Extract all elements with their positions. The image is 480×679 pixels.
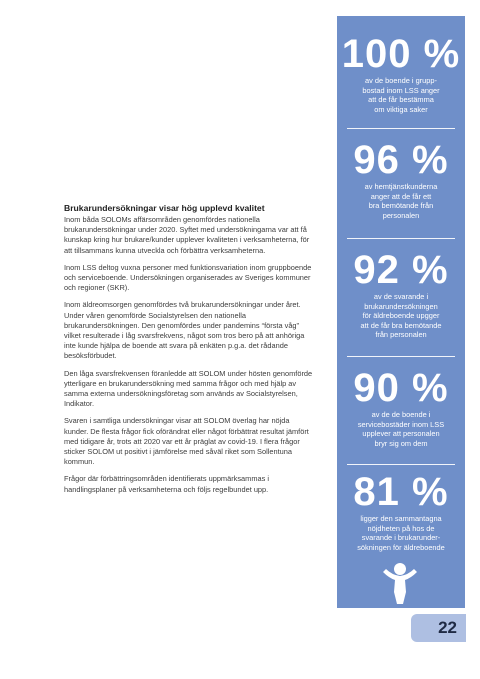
stat-description-line: servicebostäder inom LSS [357, 419, 445, 429]
stat-description-line: brukarundersökningen [364, 301, 438, 311]
stat-description-line: av de de boende i [371, 410, 431, 419]
stat-description [337, 292, 465, 340]
stat-description-line: bryr sig om dem [374, 438, 428, 448]
stat-description-line: sökningen för äldreboende [357, 542, 445, 552]
stat-description [337, 76, 465, 114]
stat-description-line: anger att de får ett [370, 191, 432, 201]
stats-sidebar [337, 16, 465, 608]
stat-description-line: av de boende i grupp- [365, 76, 437, 85]
stat-value: 96 % [353, 138, 449, 182]
stat-description-line: bra bemötande från [368, 201, 434, 211]
stat-block [337, 368, 465, 448]
stat-description-line: ligger den sammantagna [360, 514, 442, 523]
stat-block [337, 140, 465, 220]
article-heading: Brukarundersökningar visar hög upplevd kvalitet [64, 203, 265, 213]
stat-description-line: från personalen [375, 330, 427, 340]
stat-value: 92 % [353, 248, 449, 292]
stat-description-line: personalen [382, 210, 420, 220]
stat-description [337, 410, 465, 448]
stat-description-line: att de får bra bemötande [360, 320, 442, 330]
stat-value: 90 % [353, 366, 449, 410]
article-paragraph: Inom äldreomsorgen genomfördes två brukarundersökningar under året. Under våren genomförde Socialstyrelsen den nationella brukarundersökningen. Den genomfördes under pandemins “första våg” vilket resulterade i låg svarsfrekvens, något som tros bero på att anhöriga inte kunde hjälpa de boende att svara på enkäten p.g.a. det rådande besöksförbudet. [64, 300, 305, 361]
stat-value: 81 % [353, 470, 449, 514]
stat-description [337, 514, 465, 552]
divider [347, 128, 455, 129]
stat-description-line: för äldreboende upgger [362, 311, 440, 321]
person-cheering-icon [380, 560, 420, 606]
article-paragraph: Den låga svarsfrekvensen föranledde att SOLOM under hösten genomförde ytterligare en brukarundersökning med samma frågor och med hjälp av samma externa undersökningsföretag som används av Socialstyrelsen, Indikator. [64, 368, 313, 409]
stat-description-line: upplever att personalen [362, 429, 440, 439]
stat-description-line: nöjdheten på hos de [367, 523, 435, 533]
article-paragraph: Inom båda SOLOMs affärsområden genomfördes nationella brukarundersökningar under 2020. Syftet med undersökningarna var att få kunskap kring hur brukare/kunder upplever kvaliteten i verksamheterna, för att tillsammans kunna utveckla och förbättra verksamheterna. [64, 215, 310, 255]
page-number: 22 [438, 618, 457, 637]
stat-block [337, 250, 465, 340]
article-paragraph: Svaren i samtliga undersökningar visar att SOLOM överlag har nöjda kunder. De flesta frågor fick oförändrat eller något förbättrat resultat jämfört med tidigare år, trots att 2020 var ett år präglat av covid-19. I flera frågor sticker SOLOM ut positivt i jämförelse med såväl riket som Sollentuna kommun. [64, 416, 309, 467]
page-number-tab [411, 614, 466, 642]
stat-block [337, 472, 465, 552]
stat-description-line: bostad inom LSS anger [362, 85, 440, 95]
stat-description-line: svarande i brukarunder- [361, 533, 441, 543]
divider [347, 464, 455, 465]
stat-description [337, 182, 465, 220]
divider [347, 238, 455, 239]
divider [347, 356, 455, 357]
article [64, 203, 314, 502]
stat-block [337, 34, 465, 114]
article-paragraph: Frågor där förbättringsområden identifierats uppmärksammas i handlingsplaner på verksamheterna och följs regelbundet upp. [64, 474, 269, 494]
stat-description-line: av de svarande i [373, 292, 429, 301]
stat-description-line: att de får bestämma [368, 95, 434, 105]
article-paragraph: Inom LSS deltog vuxna personer med funktionsvariation inom gruppboende och serviceboende. Undersökningen organiserades av Sveriges kommuner och regioner (SKR). [64, 262, 312, 293]
stat-description-line: om viktiga saker [374, 104, 428, 114]
stat-description-line: av hemtjänstkunderna [364, 182, 438, 191]
stat-value: 100 % [341, 32, 461, 76]
